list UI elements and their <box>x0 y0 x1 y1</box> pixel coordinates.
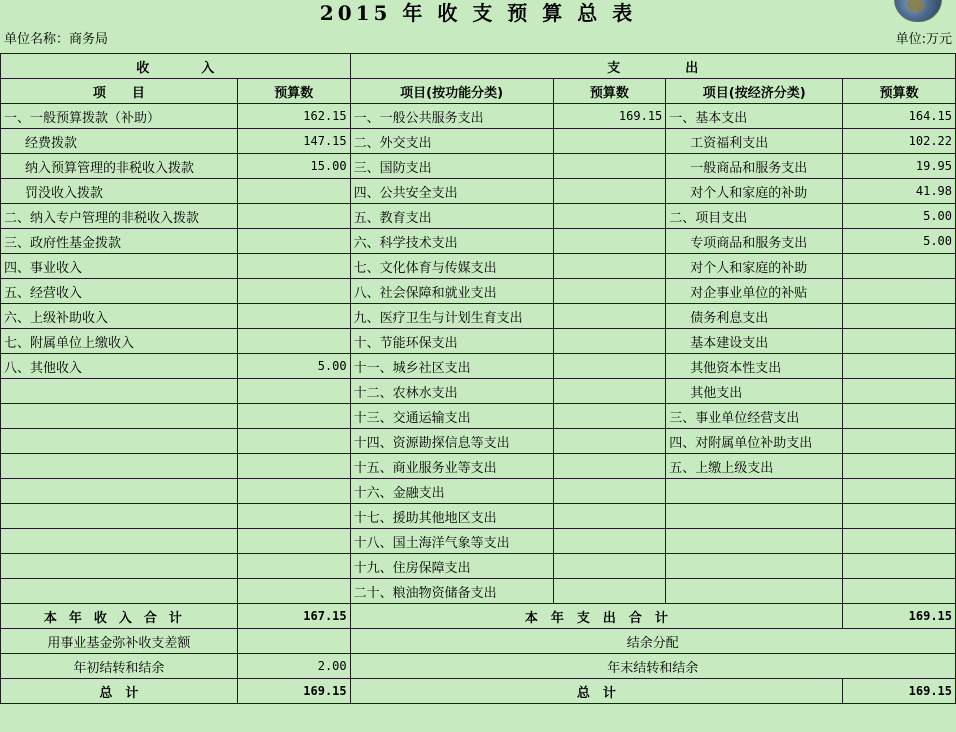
functional-budget-cell <box>553 579 666 604</box>
functional-budget-cell <box>553 204 666 229</box>
functional-item-cell: 九、医疗卫生与计划生育支出 <box>350 304 553 329</box>
income-item-cell <box>1 579 238 604</box>
income-item-cell: 三、政府性基金拨款 <box>1 229 238 254</box>
functional-budget-cell <box>553 404 666 429</box>
functional-item-cell: 十八、国土海洋气象等支出 <box>350 529 553 554</box>
economic-item-cell: 五、上缴上级支出 <box>666 454 843 479</box>
income-item-cell: 经费拨款 <box>1 129 238 154</box>
carry-begin-value: 2.00 <box>237 654 350 679</box>
functional-item-cell: 一、一般公共服务支出 <box>350 104 553 129</box>
table-row <box>1 204 956 229</box>
fund-label: 用事业基金弥补收支差额 <box>1 629 238 654</box>
income-budget-cell <box>237 279 350 304</box>
income-item-cell: 一、一般预算拨款（补助） <box>1 104 238 129</box>
economic-budget-cell <box>843 454 956 479</box>
economic-item-cell: 专项商品和服务支出 <box>666 229 843 254</box>
economic-item-cell: 对个人和家庭的补助 <box>666 179 843 204</box>
table-row <box>1 129 956 154</box>
table-row <box>1 279 956 304</box>
economic-budget-cell: 5.00 <box>843 229 956 254</box>
column-header-row <box>1 79 956 104</box>
table-row <box>1 229 956 254</box>
functional-item-cell: 十六、金融支出 <box>350 479 553 504</box>
economic-item-cell: 四、对附属单位补助支出 <box>666 429 843 454</box>
table-row <box>1 254 956 279</box>
income-budget-cell <box>237 329 350 354</box>
economic-item-cell <box>666 529 843 554</box>
economic-budget-cell <box>843 404 956 429</box>
functional-item-cell: 十四、资源勘探信息等支出 <box>350 429 553 454</box>
income-item-cell: 七、附属单位上缴收入 <box>1 329 238 354</box>
income-budget-header: 预算数 <box>237 79 350 104</box>
functional-item-cell: 四、公共安全支出 <box>350 179 553 204</box>
income-item-cell <box>1 529 238 554</box>
table-row <box>1 179 956 204</box>
grand-expense-value: 169.15 <box>843 679 956 704</box>
carry-end-label: 年末结转和结余 <box>350 654 955 679</box>
table-row <box>1 479 956 504</box>
functional-budget-cell: 169.15 <box>553 104 666 129</box>
economic-item-cell: 其他支出 <box>666 379 843 404</box>
economic-budget-cell <box>843 554 956 579</box>
income-item-cell: 纳入预算管理的非税收入拨款 <box>1 154 238 179</box>
functional-budget-cell <box>553 479 666 504</box>
functional-item-cell: 十五、商业服务业等支出 <box>350 454 553 479</box>
table-row <box>1 329 956 354</box>
economic-item-cell: 三、事业单位经营支出 <box>666 404 843 429</box>
economic-budget-cell <box>843 254 956 279</box>
functional-item-cell: 十七、援助其他地区支出 <box>350 504 553 529</box>
grand-total-row <box>1 679 956 704</box>
functional-item-cell: 十三、交通运输支出 <box>350 404 553 429</box>
economic-budget-cell: 5.00 <box>843 204 956 229</box>
economic-item-header: 项目(按经济分类) <box>666 79 843 104</box>
economic-item-cell: 二、项目支出 <box>666 204 843 229</box>
expense-section-header: 支 出 <box>350 54 955 79</box>
carry-row <box>1 654 956 679</box>
expense-total-label: 本 年 支 出 合 计 <box>350 604 843 629</box>
income-item-header: 项 目 <box>1 79 238 104</box>
economic-budget-cell <box>843 379 956 404</box>
functional-item-cell: 五、教育支出 <box>350 204 553 229</box>
unit-info-row <box>0 26 956 53</box>
table-row <box>1 554 956 579</box>
income-item-cell <box>1 504 238 529</box>
functional-budget-cell <box>553 429 666 454</box>
income-item-cell <box>1 479 238 504</box>
functional-budget-cell <box>553 504 666 529</box>
economic-item-cell <box>666 554 843 579</box>
income-item-cell: 六、上级补助收入 <box>1 304 238 329</box>
functional-item-cell: 六、科学技术支出 <box>350 229 553 254</box>
surplus-label: 结余分配 <box>350 629 955 654</box>
table-row <box>1 504 956 529</box>
functional-budget-cell <box>553 279 666 304</box>
income-item-cell <box>1 454 238 479</box>
income-item-cell: 罚没收入拨款 <box>1 179 238 204</box>
income-item-cell <box>1 379 238 404</box>
table-row <box>1 404 956 429</box>
income-budget-cell <box>237 429 350 454</box>
income-section-header: 收 入 <box>1 54 351 79</box>
functional-budget-cell <box>553 254 666 279</box>
fund-row <box>1 629 956 654</box>
table-row <box>1 379 956 404</box>
functional-budget-cell <box>553 454 666 479</box>
income-item-cell <box>1 429 238 454</box>
functional-budget-cell <box>553 379 666 404</box>
income-budget-cell <box>237 404 350 429</box>
income-budget-cell <box>237 304 350 329</box>
income-item-cell: 四、事业收入 <box>1 254 238 279</box>
fund-value <box>237 629 350 654</box>
income-item-cell <box>1 554 238 579</box>
functional-budget-cell <box>553 229 666 254</box>
annual-total-row <box>1 604 956 629</box>
economic-budget-cell <box>843 504 956 529</box>
table-row <box>1 104 956 129</box>
functional-item-cell: 二、外交支出 <box>350 129 553 154</box>
economic-budget-cell <box>843 304 956 329</box>
functional-budget-cell <box>553 154 666 179</box>
income-item-cell: 二、纳入专户管理的非税收入拨款 <box>1 204 238 229</box>
economic-budget-cell <box>843 354 956 379</box>
grand-income-value: 169.15 <box>237 679 350 704</box>
economic-item-cell: 对企事业单位的补贴 <box>666 279 843 304</box>
section-header-row <box>1 54 956 79</box>
functional-item-cell: 十九、住房保障支出 <box>350 554 553 579</box>
income-budget-cell: 162.15 <box>237 104 350 129</box>
income-budget-cell <box>237 479 350 504</box>
income-budget-cell <box>237 579 350 604</box>
income-budget-cell: 15.00 <box>237 154 350 179</box>
income-budget-cell <box>237 179 350 204</box>
functional-budget-cell <box>553 304 666 329</box>
functional-budget-cell <box>553 529 666 554</box>
income-budget-cell <box>237 254 350 279</box>
economic-item-cell <box>666 579 843 604</box>
table-row <box>1 429 956 454</box>
income-budget-cell <box>237 379 350 404</box>
income-item-cell: 五、经营收入 <box>1 279 238 304</box>
functional-item-cell: 八、社会保障和就业支出 <box>350 279 553 304</box>
income-budget-cell <box>237 204 350 229</box>
economic-budget-cell <box>843 479 956 504</box>
economic-budget-cell <box>843 579 956 604</box>
income-budget-cell: 5.00 <box>237 354 350 379</box>
economic-budget-cell <box>843 279 956 304</box>
functional-budget-cell <box>553 554 666 579</box>
economic-item-cell: 对个人和家庭的补助 <box>666 254 843 279</box>
income-budget-cell <box>237 554 350 579</box>
functional-budget-cell <box>553 179 666 204</box>
unit-label: 单位:万元 <box>895 32 952 47</box>
functional-budget-cell <box>553 354 666 379</box>
economic-item-cell: 基本建设支出 <box>666 329 843 354</box>
functional-budget-header: 预算数 <box>553 79 666 104</box>
functional-budget-cell <box>553 329 666 354</box>
functional-item-cell: 三、国防支出 <box>350 154 553 179</box>
income-budget-cell <box>237 529 350 554</box>
income-total-label: 本年收入合计 <box>1 604 238 629</box>
functional-budget-cell <box>553 129 666 154</box>
income-budget-cell <box>237 504 350 529</box>
income-budget-cell <box>237 454 350 479</box>
table-row <box>1 454 956 479</box>
economic-budget-cell <box>843 529 956 554</box>
economic-item-cell: 其他资本性支出 <box>666 354 843 379</box>
income-total-value: 167.15 <box>237 604 350 629</box>
expense-total-value: 169.15 <box>843 604 956 629</box>
economic-budget-cell <box>843 329 956 354</box>
economic-budget-header: 预算数 <box>843 79 956 104</box>
income-budget-cell <box>237 229 350 254</box>
economic-item-cell <box>666 479 843 504</box>
economic-item-cell: 工资福利支出 <box>666 129 843 154</box>
functional-item-header: 项目(按功能分类) <box>350 79 553 104</box>
income-item-cell: 八、其他收入 <box>1 354 238 379</box>
income-item-cell <box>1 404 238 429</box>
economic-item-cell: 一般商品和服务支出 <box>666 154 843 179</box>
budget-table <box>0 53 956 704</box>
grand-income-label: 总 计 <box>1 679 238 704</box>
grand-expense-label: 总 计 <box>350 679 843 704</box>
economic-item-cell <box>666 504 843 529</box>
table-row <box>1 354 956 379</box>
functional-item-cell: 二十、粮油物资储备支出 <box>350 579 553 604</box>
table-row <box>1 154 956 179</box>
functional-item-cell: 十、节能环保支出 <box>350 329 553 354</box>
unit-name: 单位名称：商务局 <box>4 32 109 47</box>
economic-budget-cell: 19.95 <box>843 154 956 179</box>
economic-budget-cell: 41.98 <box>843 179 956 204</box>
page-title: 2015 年 收 支 预 算 总 表 <box>319 1 637 25</box>
income-budget-cell: 147.15 <box>237 129 350 154</box>
functional-item-cell: 十二、农林水支出 <box>350 379 553 404</box>
economic-budget-cell <box>843 429 956 454</box>
table-row <box>1 529 956 554</box>
economic-budget-cell: 164.15 <box>843 104 956 129</box>
carry-begin-label: 年初结转和结余 <box>1 654 238 679</box>
economic-item-cell: 一、基本支出 <box>666 104 843 129</box>
economic-item-cell: 债务利息支出 <box>666 304 843 329</box>
functional-item-cell: 十一、城乡社区支出 <box>350 354 553 379</box>
functional-item-cell: 七、文化体育与传媒支出 <box>350 254 553 279</box>
table-row <box>1 579 956 604</box>
table-row <box>1 304 956 329</box>
economic-budget-cell: 102.22 <box>843 129 956 154</box>
